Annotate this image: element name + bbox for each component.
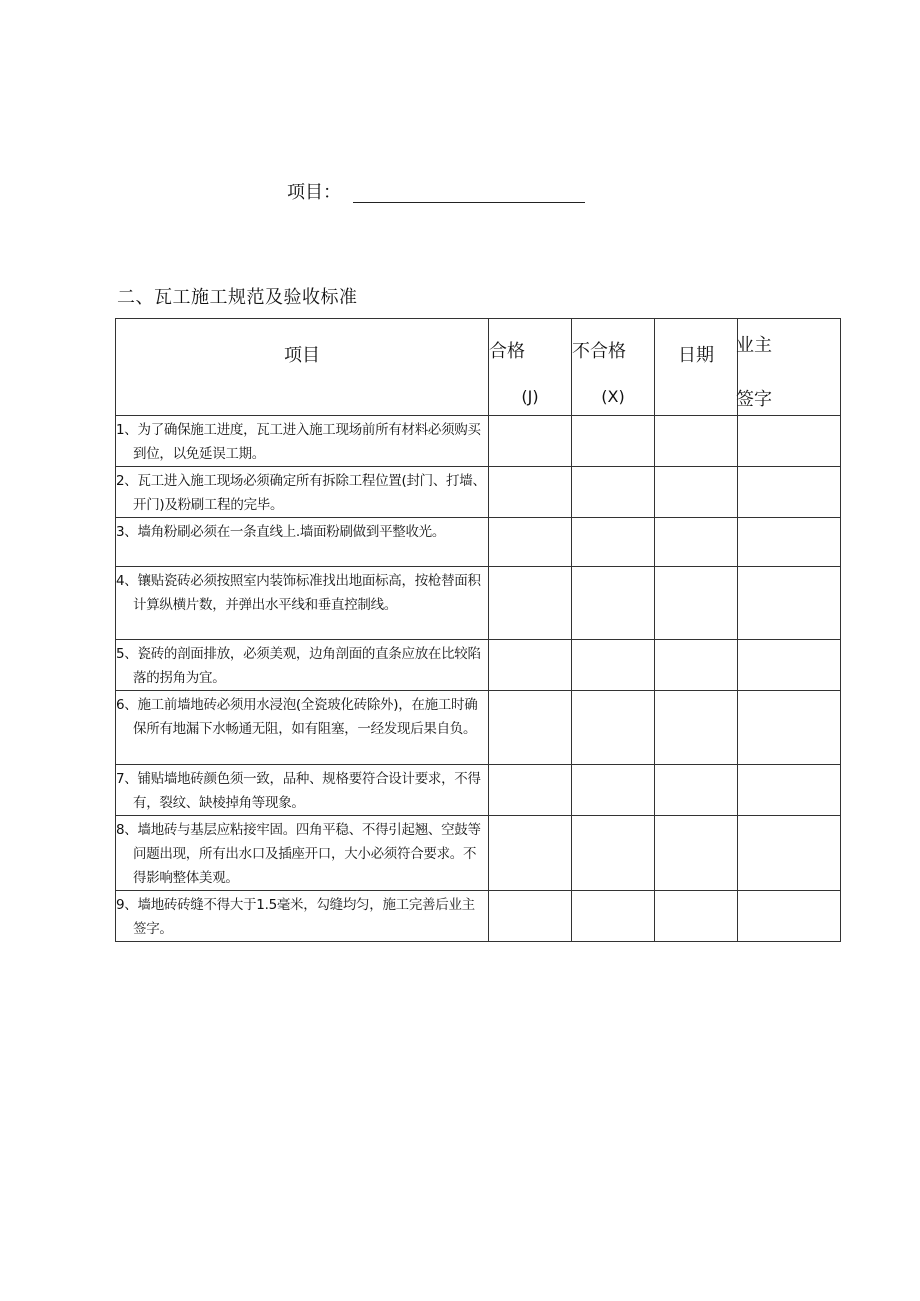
pass-cell[interactable] bbox=[489, 518, 572, 567]
pass-cell[interactable] bbox=[489, 891, 572, 942]
fail-cell[interactable] bbox=[572, 567, 655, 640]
date-cell[interactable] bbox=[655, 640, 738, 691]
header-fail-mark: (X) bbox=[601, 387, 625, 406]
requirement-text: 4、镶贴瓷砖必须按照室内装饰标准找出地面标高，按枪替面积计算纵横片数，并弹出水平线和垂直控制线。 bbox=[116, 573, 481, 613]
header-pass-mark: (J) bbox=[521, 387, 539, 406]
acceptance-table bbox=[115, 318, 841, 942]
header-date-label: 日期 bbox=[678, 345, 714, 366]
requirement-text: 3、墙角粉刷必须在一条直线上.墙面粉刷做到平整收光。 bbox=[116, 524, 446, 540]
requirement-cell bbox=[116, 416, 489, 467]
requirement-cell bbox=[116, 640, 489, 691]
table-row bbox=[116, 518, 841, 567]
table-row bbox=[116, 467, 841, 518]
requirement-text: 9、墙地砖砖缝不得大于1.5毫米，勾缝均匀，施工完善后业主签字。 bbox=[116, 897, 475, 937]
owner-signature-cell[interactable] bbox=[738, 816, 841, 891]
fail-cell[interactable] bbox=[572, 467, 655, 518]
table-row bbox=[116, 891, 841, 942]
date-cell[interactable] bbox=[655, 518, 738, 567]
header-item bbox=[116, 319, 489, 416]
pass-cell[interactable] bbox=[489, 816, 572, 891]
pass-cell[interactable] bbox=[489, 765, 572, 816]
owner-signature-cell[interactable] bbox=[738, 640, 841, 691]
section-title: 二、瓦工施工规范及验收标准 bbox=[117, 287, 358, 308]
pass-cell[interactable] bbox=[489, 467, 572, 518]
date-cell[interactable] bbox=[655, 816, 738, 891]
requirement-cell bbox=[116, 467, 489, 518]
table-row bbox=[116, 416, 841, 467]
date-cell[interactable] bbox=[655, 691, 738, 765]
requirement-text: 1、为了确保施工进度，瓦工进入施工现场前所有材料必须购买到位，以免延误工期。 bbox=[116, 422, 481, 462]
header-pass-label: 合格 bbox=[489, 341, 525, 362]
project-line bbox=[287, 178, 585, 206]
table-header-row bbox=[116, 319, 841, 416]
requirement-cell bbox=[116, 816, 489, 891]
fail-cell[interactable] bbox=[572, 765, 655, 816]
requirement-cell bbox=[116, 518, 489, 567]
header-fail bbox=[572, 319, 655, 416]
owner-signature-cell[interactable] bbox=[738, 416, 841, 467]
owner-signature-cell[interactable] bbox=[738, 567, 841, 640]
fail-cell[interactable] bbox=[572, 640, 655, 691]
pass-cell[interactable] bbox=[489, 416, 572, 467]
date-cell[interactable] bbox=[655, 467, 738, 518]
header-owner bbox=[738, 319, 841, 416]
header-owner-line2: 签字 bbox=[736, 389, 772, 410]
date-cell[interactable] bbox=[655, 567, 738, 640]
requirement-text: 6、施工前墙地砖必须用水浸泡(全瓷玻化砖除外)，在施工时确保所有地漏下水畅通无阻，如有阻塞，一经发现后果自负。 bbox=[116, 697, 478, 737]
owner-signature-cell[interactable] bbox=[738, 518, 841, 567]
fail-cell[interactable] bbox=[572, 416, 655, 467]
project-name-blank[interactable] bbox=[353, 178, 585, 203]
table-row bbox=[116, 567, 841, 640]
header-pass bbox=[489, 319, 572, 416]
fail-cell[interactable] bbox=[572, 691, 655, 765]
date-cell[interactable] bbox=[655, 416, 738, 467]
table-row bbox=[116, 691, 841, 765]
date-cell[interactable] bbox=[655, 891, 738, 942]
project-label: 项目： bbox=[287, 182, 341, 203]
header-owner-line1: 业主 bbox=[736, 335, 772, 356]
requirement-cell bbox=[116, 765, 489, 816]
owner-signature-cell[interactable] bbox=[738, 691, 841, 765]
requirement-text: 7、铺贴墙地砖颜色须一致，品种、规格要符合设计要求，不得有，裂纹、缺棱掉角等现象。 bbox=[116, 771, 481, 811]
owner-signature-cell[interactable] bbox=[738, 467, 841, 518]
requirement-cell bbox=[116, 567, 489, 640]
requirement-text: 2、瓦工进入施工现场必须确定所有拆除工程位置(封门、打墙、开门)及粉刷工程的完毕。 bbox=[116, 473, 486, 513]
fail-cell[interactable] bbox=[572, 518, 655, 567]
table-row bbox=[116, 816, 841, 891]
date-cell[interactable] bbox=[655, 765, 738, 816]
pass-cell[interactable] bbox=[489, 567, 572, 640]
header-fail-label: 不合格 bbox=[572, 341, 626, 362]
table-row bbox=[116, 640, 841, 691]
table-row bbox=[116, 765, 841, 816]
owner-signature-cell[interactable] bbox=[738, 891, 841, 942]
requirement-cell bbox=[116, 891, 489, 942]
requirement-text: 8、墙地砖与基层应粘接牢固。四角平稳、不得引起翘、空鼓等问题出现，所有出水口及插座开口，大小必须符合要求。不得影响整体美观。 bbox=[116, 822, 481, 886]
pass-cell[interactable] bbox=[489, 691, 572, 765]
header-date bbox=[655, 319, 738, 416]
requirement-cell bbox=[116, 691, 489, 765]
header-item-label: 项目 bbox=[284, 345, 320, 366]
owner-signature-cell[interactable] bbox=[738, 765, 841, 816]
pass-cell[interactable] bbox=[489, 640, 572, 691]
fail-cell[interactable] bbox=[572, 816, 655, 891]
requirement-text: 5、瓷砖的剖面排放，必须美观，边角剖面的直条应放在比较陷落的拐角为宜。 bbox=[116, 646, 481, 686]
fail-cell[interactable] bbox=[572, 891, 655, 942]
